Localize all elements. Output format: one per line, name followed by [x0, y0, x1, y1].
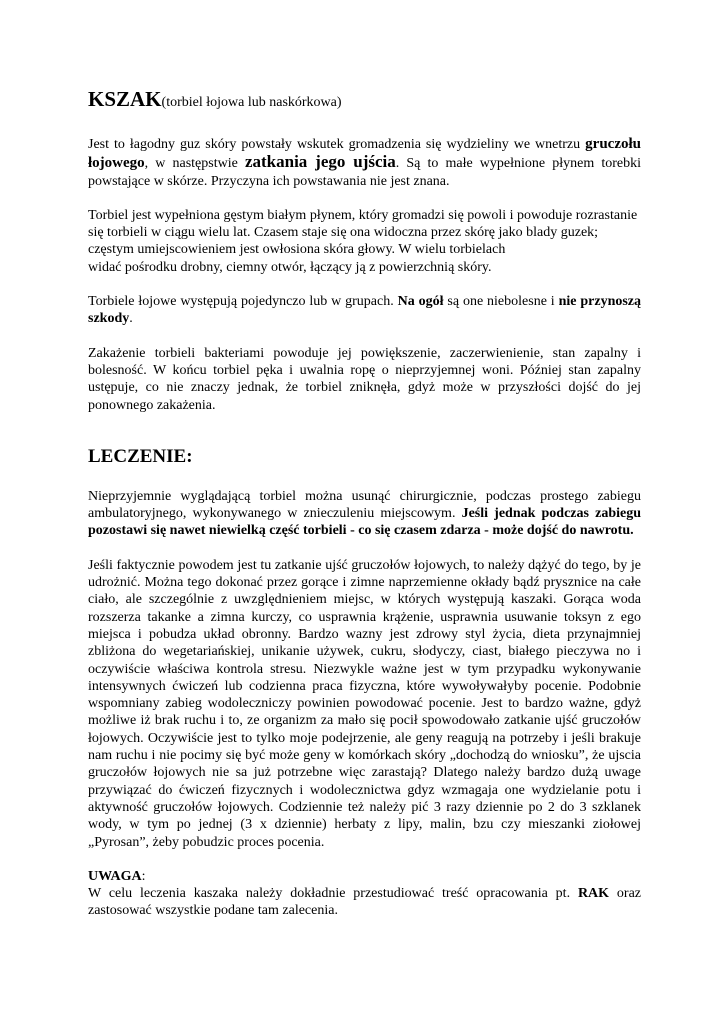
document-page	[88, 84, 641, 920]
occurrence-paragraph	[88, 293, 641, 328]
intro-text-1: Jest to łagodny guz skóry powstały wskutek gromadzenia się wydzieliny we wnetrzu	[88, 137, 586, 152]
intro-bold-blockage: zatkania jego ujścia	[244, 152, 396, 172]
title-line	[88, 84, 641, 118]
uwaga-bold-rak: RAK	[577, 886, 610, 902]
description-text-a: Torbiel jest wypełniona gęstym białym płynem, który gromadzi się powoli i powoduje rozrastanie się torbieli w ciągu wielu lat. Czasem staje się ona widoczna przez skórę jako blady guzek; częstym umiejscowieniem jest owłosiona skóra głowy. W wielu torbielach	[88, 207, 638, 258]
surgery-text: Nieprzyjemnie wyglądającą torbiel można usunąć chirurgicznie, podczas prostego zabiegu ambulatoryjnego, wykonywanego w znieczuleniu miejscowym.	[88, 488, 641, 522]
uwaga-text-2: oraz zastosować wszystkie podane tam zalecenia.	[88, 886, 642, 919]
occurrence-bold-1: Na ogół	[397, 294, 444, 310]
document-title: KSZAK	[88, 87, 162, 111]
description-paragraph	[88, 207, 641, 276]
occurrence-text-1: Torbiele łojowe występują pojedynczo lub w grupach.	[88, 294, 398, 310]
uwaga-text-1: W celu leczenia kaszaka należy dokładnie przestudiować treść opracowania pt.	[88, 886, 578, 902]
uwaga-paragraph	[88, 885, 641, 920]
infection-paragraph: Zakażenie torbieli bakteriami powoduje jej powiększenie, zaczerwienienie, stan zapalny i bolesność. W końcu torbiel pęka i uwalnia ropę o nieprzyjemnej woni. Później stan zapalny ustępuje, co nie znaczy jednak, że torbiel zniknęła, gdyż może w przyszłości dojść do jej ponownego zakażenia.	[88, 345, 641, 413]
occurrence-bold-2: nie przynoszą szkody	[88, 294, 642, 327]
surgery-paragraph	[88, 488, 641, 540]
occurrence-text-2: są one niebolesne i	[443, 294, 559, 310]
document-subtitle: (torbiel łojowa lub naskórkowa)	[161, 95, 342, 110]
description-text-b: widać pośrodku drobny, ciemny otwór, łączący ją z powierzchnią skóry.	[88, 259, 492, 275]
intro-bold-gland: gruczołu łojowego	[88, 136, 641, 172]
uwaga-label: UWAGA	[88, 868, 142, 884]
uwaga-heading	[88, 868, 641, 885]
intro-text-3: . Są to małe wypełnione płynem torebki powstające w skórze. Przyczyna ich powstawania nie jest znana.	[88, 156, 642, 189]
treatment-paragraph: Jeśli faktycznie powodem jest tu zatkanie ujść gruczołów łojowych, to należy dążyć do tego, by je udrożnić. Można tego dokonać przez gorące i zimne naprzemienne okłady bądź prysznice na całe ciało, ale szczególnie z uwzględnieniem miejsc, w których występują kaszaki. Gorąca woda rozszerza takanke a zimna kurczy, co usprawnia krążenie, usprawnia usuwanie toksyn z ego miejsca i pobudza układ obronny. Bardzo wazny jest zdrowy styl życia, dieta przynajmniej zbliżona do wegetariańskiej, unikanie używek, cukru, słodyczy, ciast, białego pieczywa no i oczywiście właściwa kontrola stresu. Niezwykle ważne jest w tym przypadku wykonywanie intensywnych ćwiczeń lub codzienna praca fizyczna, które wywoływałyby pocenie. Podobnie wspomniany zabieg wodoleczniczy powinien powodować pocenie. Jest to bardzo ważne, gdyż możliwe iż brak ruchu i to, ze organizm za mało się pocił spowodowało zatkanie ujść gruczołów łojowych. Oczywiście jest to tylko moje podejrzenie, ale geny reagują na potrzeby i jeśli brakuje nam ruchu i nie pocimy się być może geny w komórkach skóry „dochodzą do wniosku”, że ujscia gruczołów łojowych nie sa już potrzebne więc zarastają? Dlatego należy bardzo dużą uwage przywiązać do ćwiczeń fizycznych i wodolecznictwa gdyz wzmagaja one wydzielanie potu i aktywność gruczołów łojowych. Codziennie też należy pić 3 razy dziennie po 2 do 3 szklanek wody, w tym po jednej (3 x dziennie) herbaty z lipy, malin, bzu czy mieszanki ziołowej „Pyrosan”, żeby pobudzic proces pocenia.	[88, 557, 641, 850]
intro-paragraph	[88, 136, 641, 190]
intro-text-2: , w następstwie	[144, 156, 245, 172]
surgery-bold-warning: Jeśli jednak podczas zabiegu pozostawi się nawet niewielką część torbieli - co się czasem zdarza - może dojść do nawrotu.	[88, 506, 641, 539]
uwaga-colon: :	[141, 868, 146, 884]
treatment-heading: LECZENIE:	[88, 445, 193, 467]
occurrence-text-3: .	[129, 311, 133, 327]
